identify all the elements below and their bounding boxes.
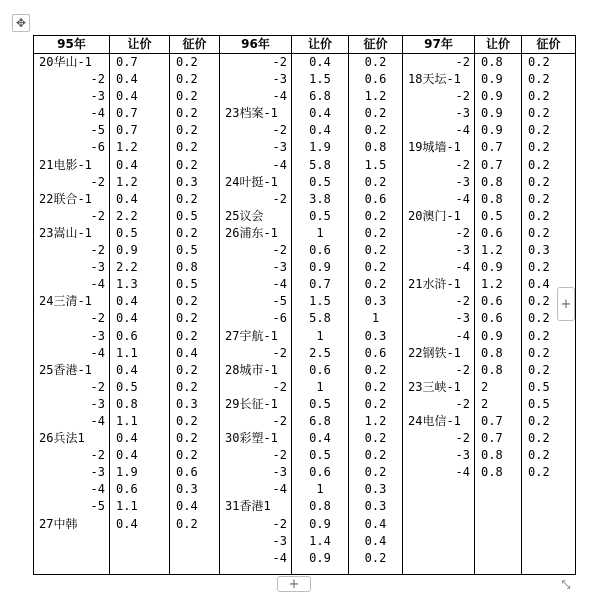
price-cell: 0.6 — [481, 311, 503, 326]
price-cell: 0.4 — [309, 431, 331, 446]
price-cell: 0.3 — [364, 482, 387, 497]
col-97-codes[interactable] — [403, 54, 475, 575]
issue-code-cell: -4 — [272, 550, 287, 565]
table-resize-icon[interactable]: ⤡ — [561, 578, 571, 591]
price-cell: 1.2 — [481, 277, 503, 292]
price-cell: 0.8 — [116, 396, 138, 411]
issue-code-cell: -2 — [455, 89, 470, 104]
price-cell: 0.4 — [116, 191, 138, 206]
issue-code-cell: -4 — [272, 482, 287, 497]
price-cell: 0.2 — [176, 431, 198, 446]
header-95-year: 95年 — [34, 36, 110, 54]
price-cell: 0.2 — [528, 260, 550, 275]
price-cell: 0.2 — [528, 174, 550, 189]
issue-code-cell: 23三峡-1 — [408, 379, 461, 394]
price-cell: 0.5 — [309, 208, 331, 223]
price-cell: 0.2 — [364, 362, 387, 377]
price-cell: 0.7 — [116, 55, 138, 69]
price-cell: 0.2 — [364, 277, 387, 292]
price-cell: 0.7 — [481, 157, 503, 172]
price-cell: 0.2 — [176, 157, 198, 172]
issue-code-cell: -3 — [272, 140, 287, 155]
issue-code-cell: -2 — [455, 294, 470, 309]
price-cell: 0.2 — [176, 72, 198, 87]
price-cell: 0.4 — [116, 362, 138, 377]
issue-code-cell: -4 — [455, 328, 470, 343]
price-cell: 0.2 — [528, 157, 550, 172]
price-cell: 6.8 — [309, 89, 331, 104]
issue-code-cell: -3 — [90, 328, 105, 343]
header-row — [34, 36, 576, 54]
issue-code-cell: 20澳门-1 — [408, 208, 461, 223]
price-cell: 0.4 — [116, 431, 138, 446]
issue-code-cell: 27宇航-1 — [225, 328, 278, 343]
issue-code-cell: -4 — [455, 465, 470, 480]
issue-code-cell: -3 — [90, 465, 105, 480]
issue-code-cell: -3 — [272, 260, 287, 275]
issue-code-cell: 21电影-1 — [39, 157, 92, 172]
issue-code-cell: 26浦东-1 — [225, 225, 278, 240]
issue-code-cell: -3 — [272, 465, 287, 480]
price-cell: 0.9 — [481, 106, 503, 121]
issue-code-cell: 24三清-1 — [39, 294, 92, 309]
header-95-zheng: 征价 — [170, 36, 220, 54]
price-cell: 1 — [316, 379, 324, 394]
price-cell: 0.7 — [116, 123, 138, 138]
price-cell: 0.4 — [116, 516, 138, 531]
col-95-rang[interactable] — [110, 54, 170, 575]
price-cell: 5.8 — [309, 157, 331, 172]
issue-code-cell: -2 — [90, 243, 105, 258]
issue-code-cell: -3 — [90, 260, 105, 275]
price-cell: 0.4 — [364, 516, 387, 531]
price-cell: 0.7 — [116, 106, 138, 121]
price-cell: 0.8 — [481, 174, 503, 189]
issue-code-cell: -2 — [272, 243, 287, 258]
price-cell: 0.2 — [528, 328, 550, 343]
price-cell: 0.2 — [364, 208, 387, 223]
add-row-icon[interactable]: + — [277, 576, 311, 592]
issue-code-cell: -4 — [90, 277, 105, 292]
issue-code-cell: -4 — [90, 106, 105, 121]
price-cell: 0.2 — [176, 140, 198, 155]
price-cell: 0.2 — [176, 328, 198, 343]
issue-code-cell: -4 — [455, 260, 470, 275]
price-cell: 0.3 — [364, 499, 387, 514]
issue-code-cell: -5 — [90, 499, 105, 514]
price-cell: 0.6 — [116, 482, 138, 497]
price-cell: 0.2 — [528, 140, 550, 155]
price-cell: 0.2 — [176, 191, 198, 206]
issue-code-cell: -2 — [455, 157, 470, 172]
col-97-rang[interactable] — [475, 54, 522, 575]
price-cell: 0.7 — [481, 413, 503, 428]
price-cell: 0.8 — [481, 448, 503, 463]
price-cell: 0.3 — [176, 174, 198, 189]
issue-code-cell: 29长征-1 — [225, 396, 278, 411]
issue-code-cell: 23嵩山-1 — [39, 225, 92, 240]
price-cell: 0.2 — [528, 55, 550, 69]
price-cell: 0.5 — [176, 277, 198, 292]
price-cell: 0.4 — [116, 89, 138, 104]
price-cell: 0.2 — [176, 448, 198, 463]
body-row — [34, 54, 576, 575]
issue-code-cell: -3 — [455, 174, 470, 189]
price-cell: 0.2 — [528, 208, 550, 223]
stamp-price-table — [33, 35, 576, 575]
price-cell: 0.8 — [176, 260, 198, 275]
price-cell: 0.2 — [528, 89, 550, 104]
price-cell: 1 — [371, 311, 380, 326]
issue-code-cell: -2 — [455, 225, 470, 240]
price-cell: 0.8 — [481, 191, 503, 206]
col-95-zheng[interactable] — [170, 54, 220, 575]
price-cell: 0.7 — [309, 277, 331, 292]
issue-code-cell: -5 — [272, 294, 287, 309]
price-cell: 0.4 — [116, 448, 138, 463]
issue-code-cell: -2 — [90, 448, 105, 463]
price-cell: 0.2 — [528, 431, 550, 446]
price-cell: 0.4 — [309, 123, 331, 138]
issue-code-cell: 18天坛-1 — [408, 72, 461, 87]
price-cell: 1.2 — [364, 413, 387, 428]
col-96-rang[interactable] — [292, 54, 349, 575]
issue-code-cell: -2 — [272, 345, 287, 360]
issue-code-cell: 21水浒-1 — [408, 277, 461, 292]
price-cell: 0.2 — [364, 260, 387, 275]
price-cell: 1 — [316, 225, 324, 240]
price-cell: 0.7 — [481, 431, 503, 446]
header-97-rang: 让价 — [475, 36, 522, 54]
price-cell: 0.3 — [364, 328, 387, 343]
price-cell: 0.2 — [364, 55, 387, 69]
price-cell: 2.5 — [309, 345, 331, 360]
issue-code-cell: 28城市-1 — [225, 362, 278, 377]
price-cell: 0.5 — [481, 208, 503, 223]
price-cell: 0.2 — [364, 106, 387, 121]
price-cell: 0.5 — [176, 208, 198, 223]
price-cell: 0.2 — [528, 106, 550, 121]
price-cell: 0.2 — [364, 431, 387, 446]
price-cell: 1.5 — [364, 157, 387, 172]
price-cell: 0.4 — [176, 499, 198, 514]
issue-code-cell: 24电信-1 — [408, 413, 461, 428]
header-95-rang: 让价 — [110, 36, 170, 54]
issue-code-cell: -2 — [272, 516, 287, 531]
price-cell: 0.2 — [364, 379, 387, 394]
price-cell: 0.6 — [309, 465, 331, 480]
price-cell: 1 — [316, 328, 324, 343]
price-cell: 1.2 — [116, 174, 138, 189]
price-cell: 0.2 — [528, 225, 550, 240]
header-96-year: 96年 — [220, 36, 292, 54]
price-cell: 0.5 — [176, 243, 198, 258]
col-96-codes[interactable] — [220, 54, 292, 575]
price-cell: 0.4 — [309, 106, 331, 121]
col-95-codes[interactable] — [34, 54, 110, 575]
issue-code-cell: 30彩塑-1 — [225, 431, 278, 446]
price-cell: 0.2 — [176, 225, 198, 240]
issue-code-cell: -3 — [90, 396, 105, 411]
price-cell: 0.9 — [116, 243, 138, 258]
price-cell: 0.2 — [528, 362, 550, 377]
issue-code-cell: -2 — [455, 396, 470, 411]
issue-code-cell: -4 — [455, 191, 470, 206]
issue-code-cell: -5 — [90, 123, 105, 138]
issue-code-cell: -2 — [455, 431, 470, 446]
issue-code-cell: 23档案-1 — [225, 106, 278, 121]
header-97-zheng: 征价 — [522, 36, 576, 54]
price-cell: 0.2 — [528, 294, 550, 309]
issue-code-cell: -2 — [90, 72, 105, 87]
price-cell: 5.8 — [309, 311, 331, 326]
price-cell: 0.3 — [176, 396, 198, 411]
price-cell: 0.2 — [176, 294, 198, 309]
issue-code-cell: -6 — [90, 140, 105, 155]
price-cell: 0.2 — [176, 55, 198, 69]
price-cell: 0.2 — [364, 465, 387, 480]
price-cell: 0.2 — [176, 362, 198, 377]
header-97-year: 97年 — [403, 36, 475, 54]
price-cell: 0.5 — [116, 379, 138, 394]
price-cell: 0.2 — [364, 243, 387, 258]
price-cell: 2.2 — [116, 260, 138, 275]
issue-code-cell: -6 — [272, 311, 287, 326]
issue-code-cell: -4 — [272, 89, 287, 104]
issue-code-cell: -2 — [90, 311, 105, 326]
price-cell: 0.3 — [528, 243, 550, 258]
issue-code-cell: -2 — [272, 191, 287, 206]
price-cell: 1.1 — [116, 345, 138, 360]
price-cell: 0.6 — [481, 225, 503, 240]
price-cell: 0.6 — [364, 72, 387, 87]
price-cell: 0.9 — [309, 260, 331, 275]
price-cell: 0.4 — [309, 55, 331, 69]
price-cell: 0.4 — [364, 533, 387, 548]
issue-code-cell: -3 — [455, 243, 470, 258]
price-cell: 0.2 — [176, 89, 198, 104]
price-cell: 0.4 — [116, 311, 138, 326]
price-cell: 0.2 — [364, 123, 387, 138]
price-cell: 0.2 — [364, 225, 387, 240]
price-cell: 0.9 — [481, 328, 503, 343]
price-cell: 0.2 — [176, 123, 198, 138]
add-column-icon[interactable]: + — [557, 287, 575, 321]
issue-code-cell: -3 — [272, 72, 287, 87]
issue-code-cell: 19城墙-1 — [408, 140, 461, 155]
issue-code-cell: -4 — [90, 482, 105, 497]
price-cell: 0.2 — [176, 379, 198, 394]
price-cell: 0.3 — [176, 482, 198, 497]
price-cell: 0.2 — [528, 123, 550, 138]
price-cell: 0.5 — [528, 396, 550, 411]
issue-code-cell: -4 — [90, 345, 105, 360]
price-cell: 1.3 — [116, 277, 138, 292]
price-cell: 2.2 — [116, 208, 138, 223]
issue-code-cell: -3 — [272, 533, 287, 548]
price-cell: 2 — [481, 396, 489, 411]
price-cell: 0.4 — [528, 277, 550, 292]
price-cell: 3.8 — [309, 191, 331, 206]
price-cell: 0.2 — [528, 345, 550, 360]
price-cell: 0.6 — [364, 345, 387, 360]
price-cell: 0.2 — [364, 396, 387, 411]
price-cell: 1.5 — [309, 72, 331, 87]
price-cell: 0.6 — [176, 465, 198, 480]
issue-code-cell: 20华山-1 — [39, 55, 92, 69]
issue-code-cell: 22钢铁-1 — [408, 345, 461, 360]
issue-code-cell: 22联合-1 — [39, 191, 92, 206]
issue-code-cell: 24叶挺-1 — [225, 174, 278, 189]
issue-code-cell: -3 — [455, 106, 470, 121]
price-cell: 6.8 — [309, 413, 331, 428]
price-cell: 0.9 — [481, 72, 503, 87]
price-cell: 1.2 — [116, 140, 138, 155]
price-cell: 0.2 — [528, 191, 550, 206]
price-cell: 0.2 — [176, 106, 198, 121]
price-cell: 0.5 — [309, 448, 331, 463]
price-cell: 0.2 — [528, 465, 550, 480]
price-cell: 0.2 — [364, 174, 387, 189]
price-cell: 1.9 — [309, 140, 331, 155]
price-cell: 0.9 — [309, 516, 331, 531]
price-cell: 1.2 — [364, 89, 387, 104]
issue-code-cell: -2 — [90, 174, 105, 189]
price-cell: 0.2 — [528, 413, 550, 428]
issue-code-cell: 27中韩 — [39, 516, 78, 531]
price-cell: 1.2 — [481, 243, 503, 258]
price-cell: 0.2 — [176, 516, 198, 531]
header-96-zheng: 征价 — [349, 36, 403, 54]
issue-code-cell: 31香港1 — [225, 499, 271, 514]
issue-code-cell: -2 — [90, 379, 105, 394]
price-cell: 0.6 — [309, 243, 331, 258]
price-cell: 0.6 — [116, 328, 138, 343]
price-cell: 0.8 — [364, 140, 387, 155]
issue-code-cell: -2 — [272, 448, 287, 463]
price-cell: 0.2 — [528, 72, 550, 87]
price-cell: 0.5 — [309, 396, 331, 411]
price-cell: 0.5 — [116, 225, 138, 240]
issue-code-cell: -2 — [455, 362, 470, 377]
issue-code-cell: -2 — [90, 208, 105, 223]
price-cell: 0.2 — [528, 448, 550, 463]
price-cell: 0.6 — [309, 362, 331, 377]
price-cell: 1.4 — [309, 533, 331, 548]
price-cell: 0.6 — [364, 191, 387, 206]
issue-code-cell: -3 — [90, 89, 105, 104]
price-cell: 0.7 — [481, 140, 503, 155]
price-cell: 0.2 — [364, 550, 387, 565]
price-cell: 0.3 — [364, 294, 387, 309]
issue-code-cell: 26兵法1 — [39, 431, 85, 446]
header-96-rang: 让价 — [292, 36, 349, 54]
issue-code-cell: -4 — [90, 413, 105, 428]
price-cell: 1 — [316, 482, 324, 497]
price-cell: 0.4 — [176, 345, 198, 360]
price-cell: 0.6 — [481, 294, 503, 309]
price-cell: 0.2 — [176, 311, 198, 326]
price-cell: 0.5 — [528, 379, 550, 394]
price-cell: 0.5 — [309, 174, 331, 189]
price-cell: 0.8 — [481, 345, 503, 360]
price-cell: 1.9 — [116, 465, 138, 480]
issue-code-cell: -2 — [272, 413, 287, 428]
price-cell: 0.8 — [309, 499, 331, 514]
price-cell: 1.1 — [116, 499, 138, 514]
issue-code-cell: -4 — [272, 277, 287, 292]
price-cell: 2 — [481, 379, 489, 394]
issue-code-cell: 25议会 — [225, 208, 264, 223]
price-cell: 1.5 — [309, 294, 331, 309]
price-cell: 0.4 — [116, 72, 138, 87]
issue-code-cell: -2 — [272, 379, 287, 394]
price-cell: 0.9 — [481, 260, 503, 275]
price-cell: 0.4 — [116, 294, 138, 309]
issue-code-cell: -3 — [455, 311, 470, 326]
issue-code-cell: -4 — [272, 157, 287, 172]
price-cell: 0.9 — [481, 89, 503, 104]
table-move-handle-icon[interactable]: ✥ — [12, 14, 30, 32]
issue-code-cell: -4 — [455, 123, 470, 138]
price-cell: 0.9 — [481, 123, 503, 138]
issue-code-cell: -3 — [455, 448, 470, 463]
issue-code-cell: 25香港-1 — [39, 362, 92, 377]
price-cell: 0.8 — [481, 55, 503, 69]
price-cell: 0.8 — [481, 362, 503, 377]
issue-code-cell: -2 — [272, 55, 287, 69]
issue-code-cell: -2 — [455, 55, 470, 69]
price-cell: 0.2 — [176, 413, 198, 428]
price-cell: 0.2 — [364, 448, 387, 463]
price-cell: 0.8 — [481, 465, 503, 480]
issue-code-cell: -2 — [272, 123, 287, 138]
price-cell: 0.4 — [116, 157, 138, 172]
price-cell: 1.1 — [116, 413, 138, 428]
col-96-zheng[interactable] — [349, 54, 403, 575]
price-cell: 0.2 — [528, 311, 550, 326]
price-cell: 0.9 — [309, 550, 331, 565]
